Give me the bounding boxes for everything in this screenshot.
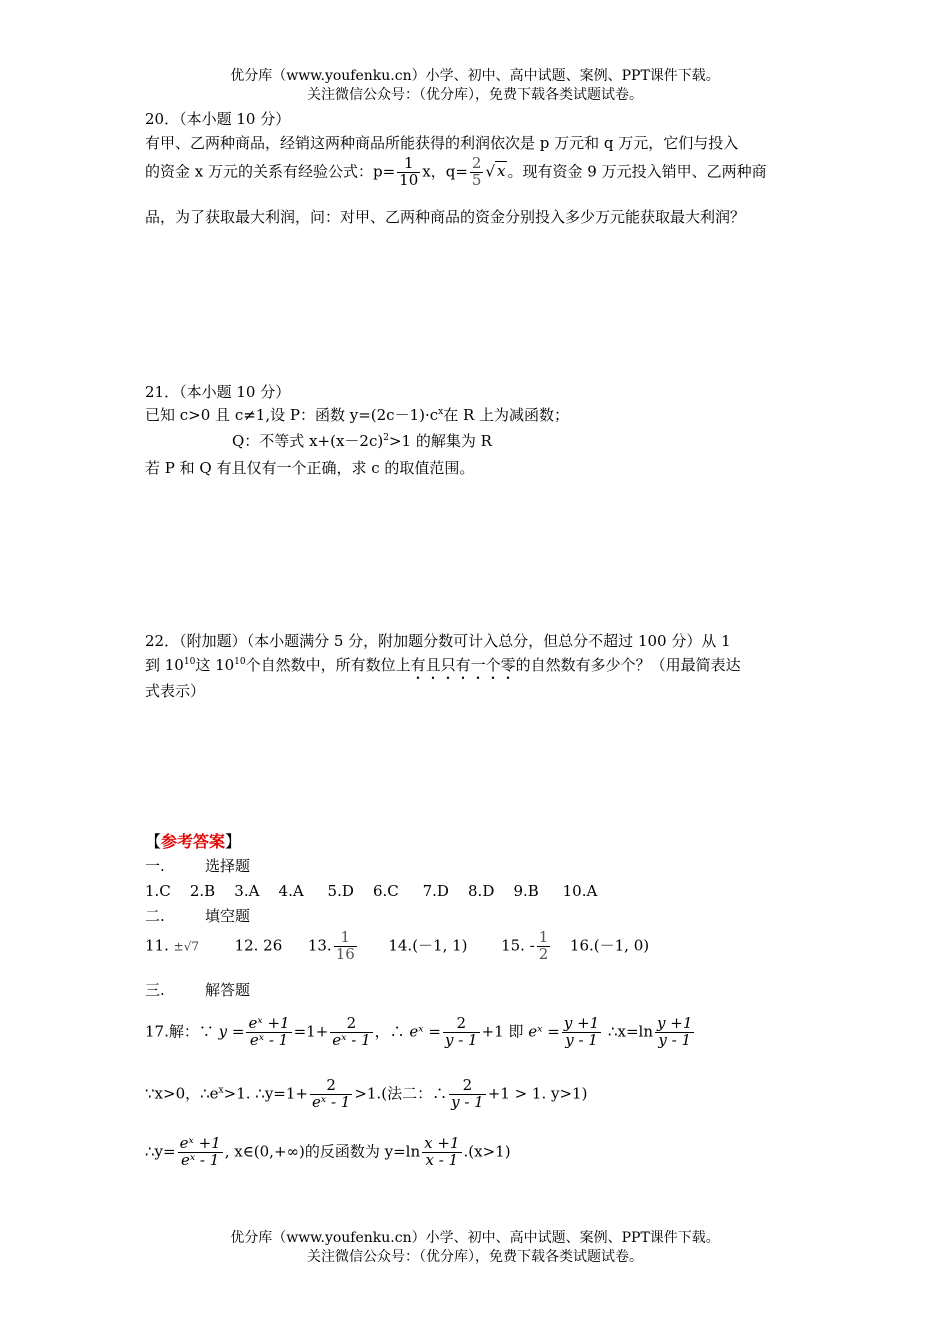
s17-num-3: 2 (443, 1016, 480, 1033)
s17-fraction-1 (246, 1016, 291, 1049)
q20-fraction-q-num: 2 (471, 154, 482, 172)
l3-num-2: x +1 (424, 1134, 460, 1152)
choice-answer: 2.B (189, 882, 216, 900)
section-3-heading (145, 981, 250, 999)
s17-text-a: 17.解：∵ (145, 1022, 214, 1041)
q21-line-3: 若 P 和 Q 有且仅有一个正确，求 c 的取值范围。 (145, 459, 475, 477)
q20-sqrt-symbol: √ (485, 162, 496, 181)
s17-den-4: y - 1 (565, 1030, 598, 1049)
q21-line-2-text-a: Q：不等式 x+(x－2c) (232, 432, 384, 450)
l3-fraction-2 (422, 1136, 461, 1169)
section-3-number: 三. (145, 981, 165, 999)
s17-fraction-5 (655, 1016, 694, 1049)
choice-answers (145, 882, 597, 900)
q20-sqrt-arg: x (497, 162, 506, 181)
choice-answer: 9.B (513, 882, 539, 900)
s17-ex: eˣ (409, 1022, 424, 1041)
q21-line-1-text-b: 在 R 上为减函数； (443, 406, 570, 424)
fill-15-number: 15. - (501, 936, 535, 955)
q22-line-3: 式表示） (145, 682, 206, 700)
choice-answer: 1.C (145, 882, 171, 900)
choice-answer: 7.D (422, 882, 449, 900)
fill-answers (145, 930, 649, 963)
q22-line-1: 22．（附加题）（本小题满分 5 分，附加题分数可计入总分，但总分不超过 100 分）从 1 (145, 632, 731, 650)
section-2-label: 填空题 (205, 907, 251, 925)
s17-y: y (218, 1022, 228, 1041)
fill-14: 14.(－1, 1) (388, 936, 468, 955)
s17-den-3: y - 1 (444, 1030, 478, 1049)
answers-title-bracket-left: 【 (145, 832, 162, 851)
q22-line-2-sup-2: 10 (234, 657, 246, 667)
fill-11-number: 11. (145, 936, 169, 955)
s17-ex-2: eˣ (528, 1022, 543, 1041)
q20-line-3: 品，为了获取最大利润，问：对甲、乙两种商品的资金分别投入多少万元能获取最大利润？ (145, 208, 746, 226)
fill-13-number: 13. (307, 936, 332, 955)
fill-12: 12. 26 (234, 936, 283, 955)
q22-emphasis-text: 有且只有一个零 (410, 656, 516, 674)
l2-text-d: +1 > 1. y>1) (487, 1084, 588, 1103)
footer-line-2: 关注微信公众号：（优分库），免费下载各类试题试卷。 (307, 1249, 643, 1265)
s17-den-5: y - 1 (658, 1030, 691, 1049)
choice-answer: 8.D (468, 882, 495, 900)
section-1-heading (145, 857, 250, 875)
section-1-label: 选择题 (205, 857, 251, 875)
q21-line-1-sup: x (438, 407, 444, 417)
q20-fraction-p (397, 156, 420, 189)
answers-title (145, 832, 241, 851)
l2-den-1: eˣ - 1 (311, 1092, 351, 1111)
fill-15-fraction (537, 930, 551, 963)
header-line-2: 关注微信公众号：（优分库），免费下载各类试题试卷。 (307, 87, 643, 103)
solution-17-line-1: 17.解：∵ y = $\frac{\text{eˣ +1}}{\text{eˣ - 1}}$ =1+ $\frac{2}{\text{eˣ - 1}}$ ，∴ eˣ = $\frac{2}{y - 1}$ +1 即 eˣ = $\frac{y +1}{y - 1}$ ∴x=ln $\frac{y +1}{y - 1}$ (145, 1014, 693, 1049)
l3-den-2: x - 1 (425, 1150, 459, 1169)
q22-line-2-text-c: 个自然数中，所有数位上 (245, 656, 411, 674)
section-3-label: 解答题 (205, 981, 251, 999)
l3-fraction-1 (178, 1136, 223, 1169)
q20-line-2-text-c: 。现有资金 9 万元投入销甲、乙两种商 (507, 162, 767, 181)
s17-num-5: y +1 (657, 1014, 693, 1032)
l3-text-d: 的反函数为 y=ln (304, 1142, 421, 1161)
l2-num-1: 2 (310, 1078, 352, 1095)
fill-15-den: 2 (538, 944, 549, 963)
q20-line-1: 有甲、乙两种商品，经销这两种商品所能获得的利润依次是 p 万元和 q 万元，它们与投入 (145, 134, 739, 152)
l2-fraction-1 (310, 1078, 352, 1111)
q20-title: 20．（本小题 10 分） (145, 110, 291, 128)
s17-num-1: eˣ +1 (248, 1014, 290, 1032)
q21-line-2-text-b: >1 的解集为 R (388, 432, 492, 450)
choice-answer: 4.A (278, 882, 304, 900)
answers-title-text: 参考答案 (161, 832, 226, 851)
q20-fraction-q-den: 5 (471, 170, 482, 189)
choice-answer: 6.C (372, 882, 399, 900)
l3-text-e: .(x>1) (463, 1142, 511, 1161)
q22-line-2-text-d: 的自然数有多少个？（用最简表达 (515, 656, 741, 674)
l2-den-2: y - 1 (451, 1092, 484, 1111)
q22-line-2-text-a: 到 10 (145, 656, 184, 674)
q20-line-2 (145, 156, 767, 189)
s17-text-c: ，∴ (374, 1022, 405, 1041)
s17-fraction-2 (330, 1016, 372, 1049)
l3-text-a: ∴y= (145, 1142, 176, 1161)
q21-line-2 (232, 432, 492, 450)
s17-fraction-4 (562, 1016, 601, 1049)
l3-den-1: eˣ - 1 (180, 1150, 220, 1169)
solution-17-line-3 (145, 1136, 511, 1169)
l2-text-b: >1. ∴y=1+ (223, 1084, 308, 1103)
fill-15-num: 1 (538, 928, 549, 946)
solution-17-line-2 (145, 1078, 587, 1111)
q21-line-2-sup: 2 (383, 433, 389, 443)
l2-text-a: ∵x>0，∴e (145, 1084, 219, 1103)
l2-num-2: 2 (449, 1078, 486, 1095)
s17-num-2: 2 (330, 1016, 372, 1033)
q21-line-1-text-a: 已知 c>0 且 c≠1,设 P：函数 y=(2c－1)·c (145, 406, 439, 424)
q22-line-2-sup-1: 10 (183, 657, 196, 667)
s17-eq: = (231, 1022, 245, 1041)
fill-13-fraction (334, 930, 357, 963)
q21-title: 21．（本小题 10 分） (145, 383, 291, 401)
s17-text-d: +1 (481, 1022, 504, 1041)
header-line-1: 优分库（www.youfenku.cn）小学、初中、高中试题、案例、PPT课件下载。 (230, 68, 720, 84)
l3-num-1: eˣ +1 (179, 1134, 221, 1152)
s17-fraction-3 (443, 1016, 480, 1049)
s17-text-e: 即 (508, 1022, 524, 1041)
choice-answer: 3.A (234, 882, 260, 900)
q20-fraction-q (470, 156, 484, 189)
fill-13-den: 16 (335, 944, 355, 963)
l2-fraction-2 (449, 1078, 486, 1111)
fill-11-value: ±√7 (173, 939, 199, 954)
q22-line-2 (145, 656, 741, 683)
q20-line-2-text-a: 的资金 x 万元的关系有经验公式：p= (145, 162, 396, 181)
answers-title-bracket-right: 】 (225, 832, 242, 851)
choice-answer: 10.A (562, 882, 598, 900)
s17-num-4: y +1 (563, 1014, 600, 1032)
q20-fraction-p-num: 1 (397, 156, 420, 173)
section-1-number: 一. (145, 857, 165, 875)
fill-16: 16.(－1, 0) (569, 936, 650, 955)
q22-line-2-text-b: 这 10 (195, 656, 235, 674)
s17-text-f: ∴x=ln (607, 1022, 654, 1041)
q20-line-2-text-b: x，q= (422, 162, 468, 181)
l2-sup: x (218, 1085, 224, 1096)
l3-text-c: ∈(0,+∞) (242, 1142, 305, 1161)
footer-line-1: 优分库（www.youfenku.cn）小学、初中、高中试题、案例、PPT课件下载。 (230, 1230, 720, 1246)
s17-den-2: eˣ - 1 (332, 1030, 371, 1049)
section-2-heading (145, 907, 250, 925)
q20-fraction-p-den: 10 (399, 170, 419, 189)
q21-line-1 (145, 406, 569, 424)
l2-text-c: >1.(法二：∴ (354, 1084, 448, 1103)
choice-answer: 5.D (327, 882, 354, 900)
s17-den-1: eˣ - 1 (249, 1030, 289, 1049)
s17-text-b: =1+ (293, 1022, 329, 1041)
fill-13-num: 1 (334, 930, 357, 947)
l3-text-b: , x (224, 1142, 243, 1161)
section-2-number: 二. (145, 907, 165, 925)
